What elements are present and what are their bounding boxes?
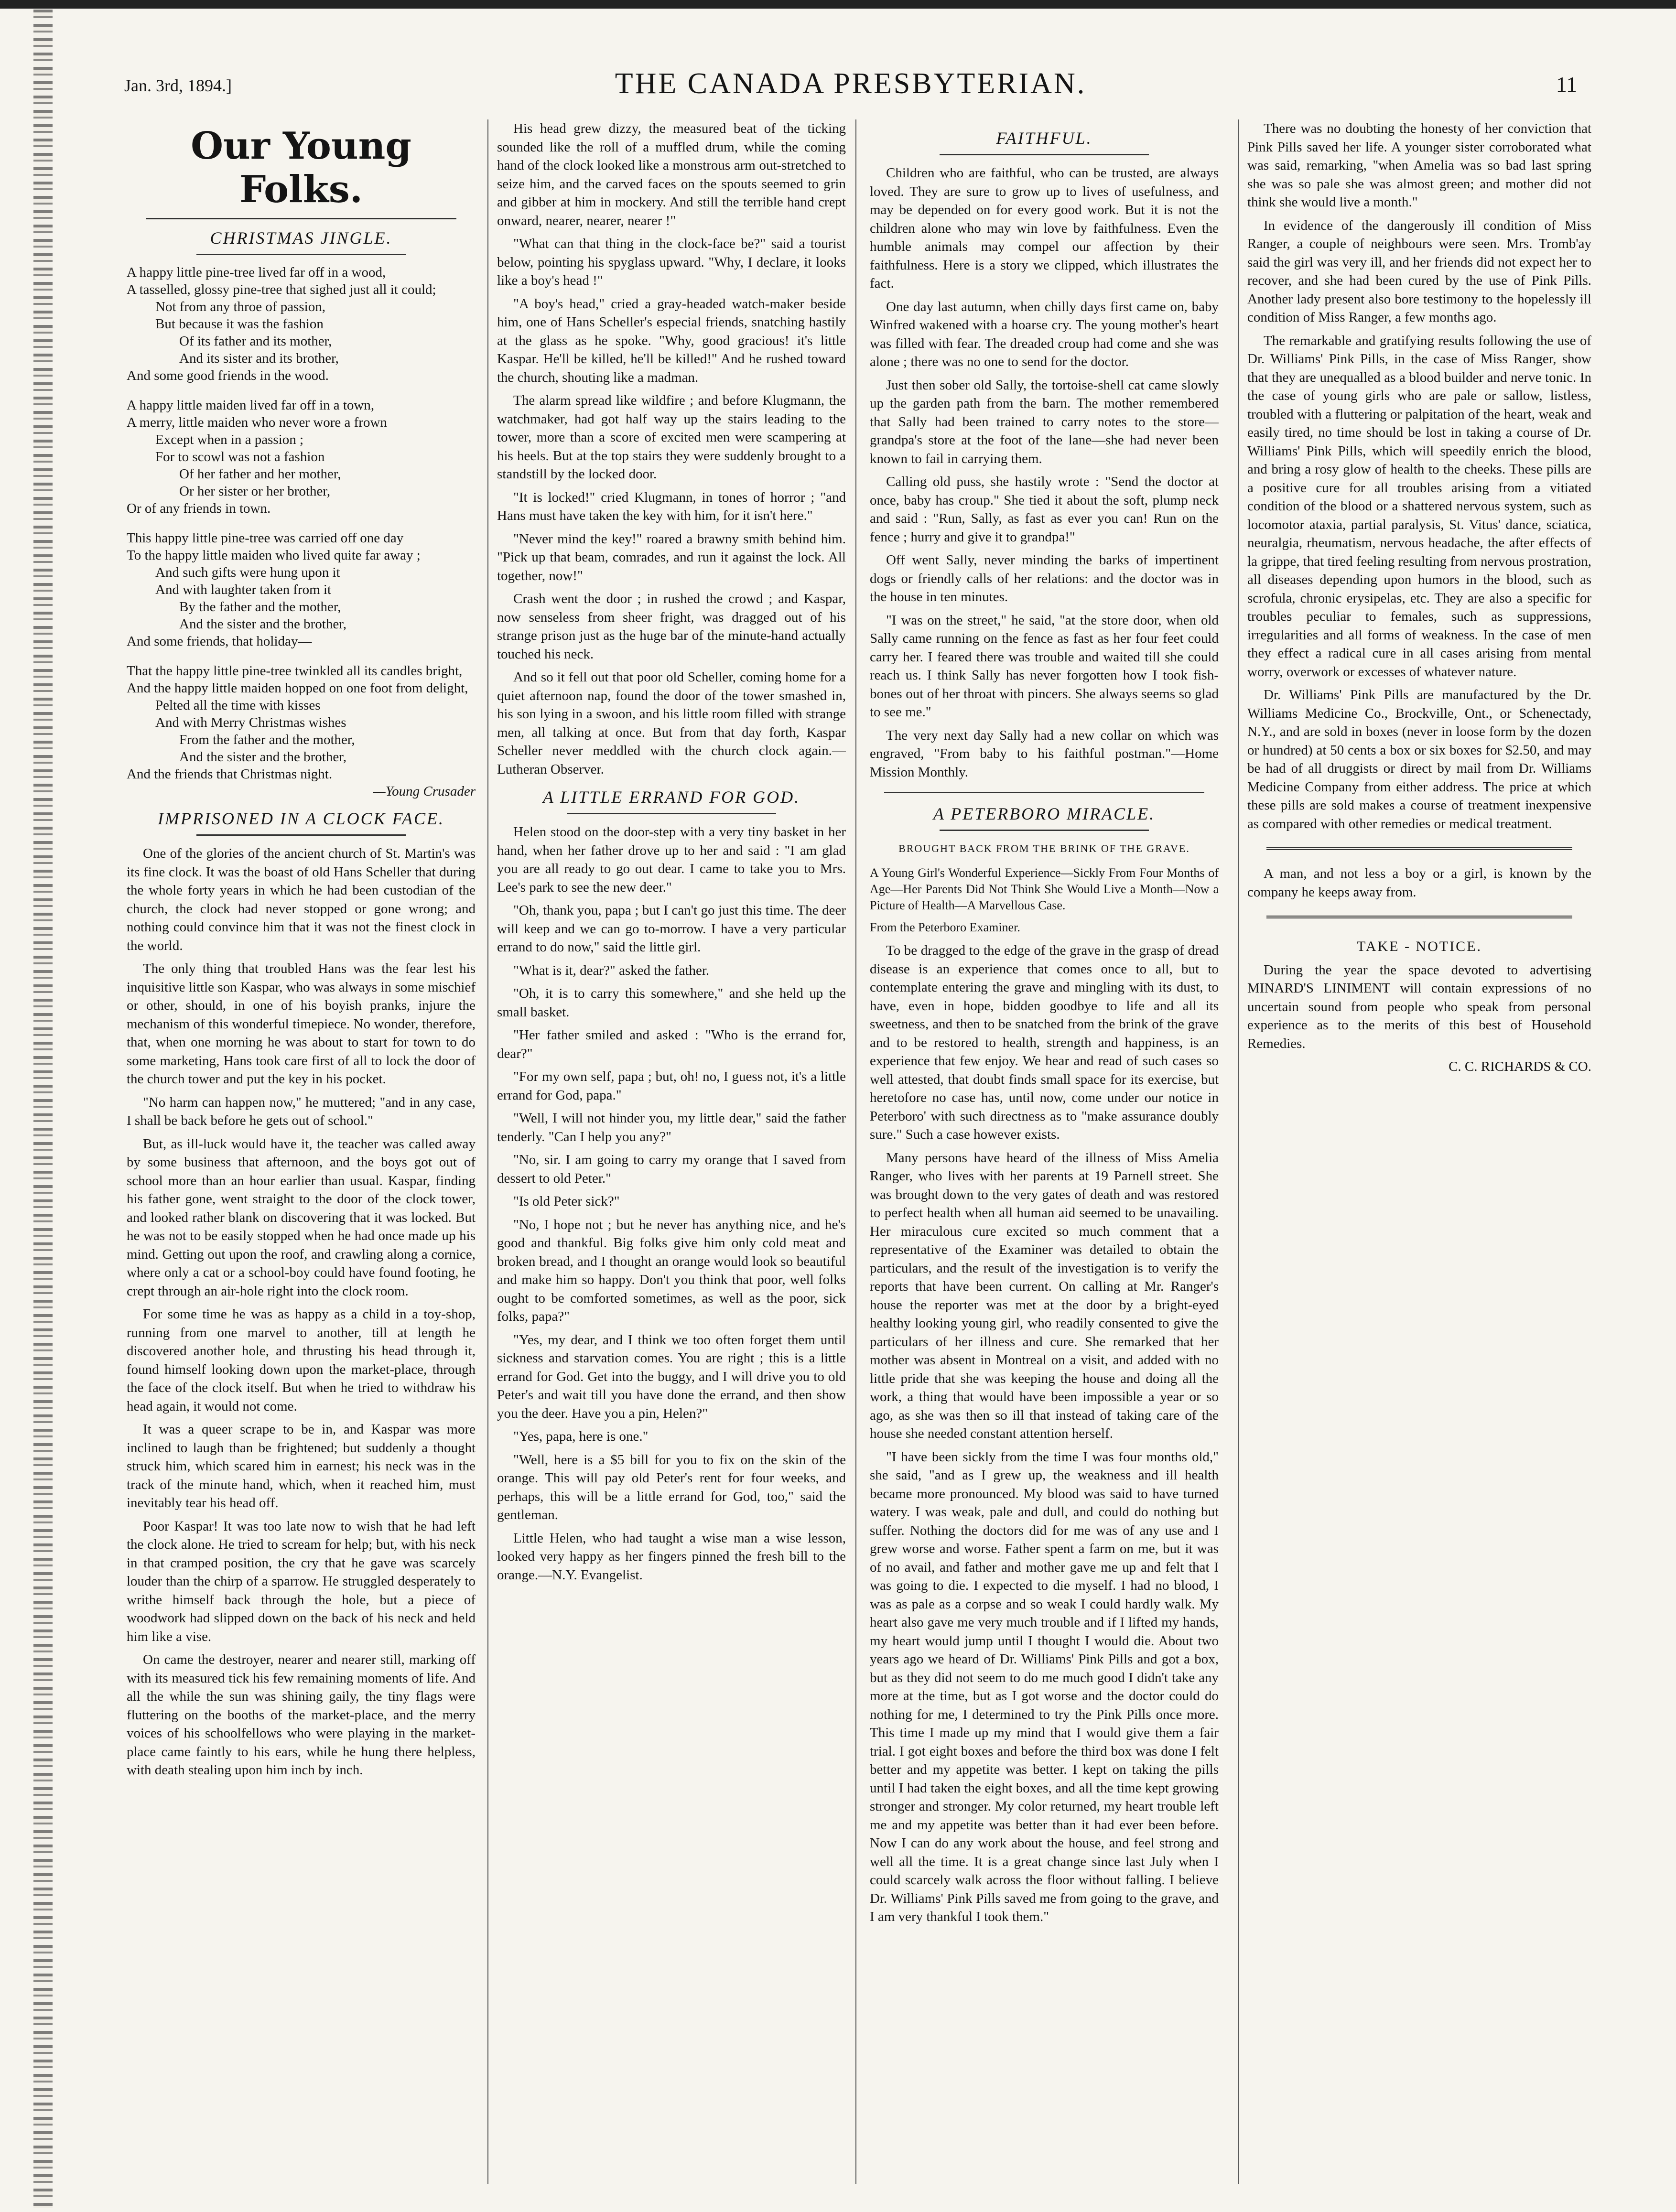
paragraph: The very next day Sally had a new collar on which was engraved, "From baby to his faithful postman."—Home Mission Monthly. — [870, 727, 1219, 780]
paragraph: "Oh, it is to carry this somewhere," and she held up the small basket. — [497, 986, 846, 1020]
divider — [1266, 847, 1572, 850]
paragraph: "Well, here is a $5 bill for you to fix on the skin of the orange. This will pay old Peter's rent for four weeks, and perhaps, this will be a little errand for God, too," said the gentleman. — [497, 1452, 846, 1522]
paragraph: "Is old Peter sick?" — [513, 1194, 620, 1209]
column-3 — [870, 119, 1219, 2184]
page-number: 11 — [1556, 72, 1577, 97]
poem-line: And the friends that Christmas night. — [127, 766, 333, 782]
page-header — [124, 67, 1577, 100]
christmas-jingle-poem — [127, 264, 476, 800]
poem-line: And with laughter taken from it — [155, 582, 332, 597]
paragraph: There was no doubting the honesty of her conviction that Pink Pills saved her life. A younger sister corroborated what was said, remarking, "when Amelia was so bad last spring she was so pale she was almost green; and mother did not think she would live a month." — [1247, 121, 1591, 210]
paragraph: Little Helen, who had taught a wise man a wise lesson, looked very happy as her fingers pinned the fresh bill to the orange.—N.Y. Evangelist. — [497, 1530, 846, 1583]
poem-line: Or of any friends in town. — [127, 501, 271, 516]
story-subheading: BROUGHT BACK FROM THE BRINK OF THE GRAVE. — [898, 842, 1190, 854]
paragraph: For some time he was as happy as a child in a toy-shop, running from one marvel to another, till at length he discovered another hole, and thrusting his head through it, found himself looking down upon the market-place, through the face of the clock itself. But when he tried to withdraw his head again, it would not come. — [127, 1306, 476, 1414]
paragraph: Dr. Williams' Pink Pills are manufactured by the Dr. Williams Medicine Co., Brockville, Ont., or Schenectady, N.Y., and are sold in boxes (never in loose form by the dozen or hundred) at 50 cents a box or six boxes for $2.50, and may be had of all druggists or direct by mail from Dr. Williams Medicine Company from either address. The price at which these pills are sold makes a course of treatment inexpensive as compared with other remedies or medical treatment. — [1247, 687, 1591, 831]
paragraph: "I was on the street," he said, "at the store door, when old Sally came running on the fence as fast as her four feet could carry her. I feared there was trouble and waited till she could reach us. I think Sally has never forgotten how I took fish-bones out of her throat with pincers. She always seems so glad to see me." — [870, 612, 1219, 720]
column-rule — [487, 119, 488, 2184]
paragraph: "No harm can happen now," he muttered; "and in any case, I shall be back before he gets out of school." — [127, 1094, 476, 1128]
paragraph: One of the glories of the ancient church of St. Martin's was its fine clock. It was the boast of old Hans Scheller that during the whole forty years in which he had been custodian of the church, the clock had never stopped or gone wrong; and nothing could convince him that it was not the finest clock in the world. — [127, 846, 476, 953]
paragraph: "Never mind the key!" roared a brawny smith behind him. "Pick up that beam, comrades, and run it against the lock. All together, now!" — [497, 531, 846, 583]
paragraph: On came the destroyer, nearer and nearer still, marking off with its measured tick his few remaining moments of life. And all the while the sun was shining gaily, the tiny flags were fluttering on the booths of the market-place, and the merry voices of his schoolfellows who were playing in the market-place came faintly to his ears, while he hung there helpless, with death stealing upon him inch by inch. — [127, 1652, 476, 1778]
paragraph: "Her father smiled and asked : "Who is the errand for, dear?" — [497, 1027, 846, 1061]
poem-line: Of its father and its mother, — [179, 334, 332, 349]
story-source: From the Peterboro Examiner. — [870, 920, 1020, 934]
poem-line: A happy little pine-tree lived far off in a wood, — [127, 265, 386, 280]
poem-line: And the happy little maiden hopped on one foot from delight, — [127, 680, 468, 696]
paragraph: Off went Sally, never minding the barks of impertinent dogs or friendly calls of her relations: and the doctor was in the house in ten minutes. — [870, 552, 1219, 604]
poem-line: Or her sister or her brother, — [179, 484, 331, 499]
paragraph: Just then sober old Sally, the tortoise-shell cat came slowly up the garden path from the barn. The mother remembered that Sally had been trained to carry notes to the store—grandpa's store at the foot of the lane—she had never been known to fail in carrying them. — [870, 377, 1219, 466]
poem-attribution: —Young Crusader — [373, 784, 476, 799]
paragraph: "It is locked!" cried Klugmann, in tones of horror ; "and Hans must have taken the key with him, for it isn't here." — [497, 489, 846, 523]
poem-line: For to scowl was not a fashion — [155, 449, 325, 464]
poem-line: And the sister and the brother, — [179, 616, 346, 632]
paragraph: Helen stood on the door-step with a very tiny basket in her hand, when her father drove up to her and said : "I am glad you are all ready to go out dear. I came to take you to Mrs. Lee's park to see the new deer." — [497, 824, 846, 895]
poem-line: That the happy little pine-tree twinkled all its candles bright, — [127, 663, 463, 679]
paragraph: The only thing that troubled Hans was the fear lest his inquisitive little son Kaspar, who was always in some mischief or other, should, in one of his boyish pranks, injure the mechanism of this wonderful timepiece. No wonder, therefore, that, when one morning he was about to start for town to do some marketing, Hans took care first of all to lock the door of the church tower and put the key in his pocket. — [127, 961, 476, 1087]
paragraph: To be dragged to the edge of the grave in the grasp of dread disease is an experience that comes once to all, but to contemplate entering the grave and mingling with its dust, to have, even in hope, bidden goodbye to life and all its sweetness, and then to be snatched from the brink of the grave and to be restored to health, strength and happiness, is an experience that few enjoy. We hear and read of such cases so well attested, that doubt finds small space for its exercise, but heretofore no case has, until now, come under our notice in Peterboro' with such directness as to "make assurance doubly sure." Such a case however exists. — [870, 943, 1219, 1142]
paragraph: Many persons have heard of the illness of Miss Amelia Ranger, who lives with her parents at 19 Parnell street. She was brought down to the very gates of death and was restored to perfect health when all human aid seemed to be unavailing. Her miraculous cure excited so much comment that a representative of the Examiner was detailed to obtain the particulars, and the result of the investigation is to verify the reports that have been current. On calling at Mr. Ranger's house the reporter was met at the door by a bright-eyed healthy looking young girl, who readily consented to give the particulars of her illness and cure. She remarked that her mother was absent in Montreal on a visit, and added with no little pride that she was keeping the house and doing all the work, a thing that would have been impossible a year or so ago, as she was then so ill that instead of taking care of the house she needed constant attention herself. — [870, 1150, 1219, 1441]
poem-line: And some good friends in the wood. — [127, 368, 329, 383]
paragraph: "For my own self, papa ; but, oh! no, I guess not, it's a little errand for God, papa." — [497, 1069, 846, 1103]
column-4 — [1247, 119, 1591, 2184]
column-rule — [1238, 119, 1239, 2184]
paragraph: "No, I hope not ; but he never has anything nice, and he's good and thankful. Big folks give him only cold meat and broken bread, and I thought an orange would look so beautiful and make him so happy. Don't you think that poor, well folks ought to be comforted sometimes, as well as the poor, sick folks, papa?" — [497, 1217, 846, 1324]
notice-signature: C. C. RICHARDS & CO. — [1449, 1059, 1591, 1074]
poem-line: And with Merry Christmas wishes — [155, 715, 346, 730]
poem-line: But because it was the fashion — [155, 316, 324, 332]
paragraph: Crash went the door ; in rushed the crowd ; and Kaspar, now senseless from sheer fright, was dragged out of his strange prison just as the huge bar of the minute-hand actually touched his neck. — [497, 591, 846, 662]
poem-line: A tasselled, glossy pine-tree that sighed just all it could; — [127, 282, 436, 297]
paragraph: "Yes, papa, here is one." — [513, 1429, 649, 1444]
notice-text: During the year the space devoted to advertising MINARD'S LINIMENT will contain expressions of no uncertain sound from people who speak from personal experience as to the merits of this best of Household Remedies. — [1247, 962, 1591, 1051]
story-heading: IMPRISONED IN A CLOCK FACE. — [127, 809, 476, 836]
poem-line: A merry, little maiden who never wore a frown — [127, 415, 387, 430]
poem-line: Pelted all the time with kisses — [155, 698, 321, 713]
paragraph: "Well, I will not hinder you, my little dear," said the father tenderly. "Can I help you any?" — [497, 1111, 846, 1144]
paragraph: "I have been sickly from the time I was four months old," she said, "and as I grew up, the weakness and ill health became more pronounced. My blood was said to have turned watery. I was weak, pale and dull, and could do nothing but suffer. Nothing the doctors did for me was of any use and I grew worse and worse. Father spent a farm on me, but it was of no avail, and father and mother gave me up and felt that I was going to die. I expected to die myself. I had no blood, I was as pale as a corpse and so weak I could hardly walk. My heart also gave me very much trouble and if I lifted my hands, my heart would jump until I thought I would die. About two years ago we heard of Dr. Williams' Pink Pills and got a box, but as they did not seem to do me much good I didn't take any more at the time, but as I got worse and the doctor could do nothing for me, I determined to try the Pink Pills once more. This time I made up my mind that I would give them a fair trial. I got eight boxes and before the third box was done I felt better and my appetite was better. I kept on taking the pills until I had taken the eight boxes, and all the time kept growing stronger and stronger. My color returned, my heart trouble left me and my appetite was better than it had ever been before. Now I can do any work about the house, and feel strong and well all the time. It is a great change since last July when I could scarcely walk across the floor without falling. I believe Dr. Williams' Pink Pills saved me from going to the grave, and I am very thankful I took them." — [870, 1449, 1219, 1924]
page-top-edge — [0, 0, 1676, 9]
poem-line: From the father and the mother, — [179, 732, 355, 747]
paragraph: One day last autumn, when chilly days first came on, baby Winfred wakened with a hoarse cry. The young mother's heart was filled with fear. The dreaded croup had come and she was alone ; there was no one to send for the doctor. — [870, 299, 1219, 369]
poem-line: This happy little pine-tree was carried off one day — [127, 530, 404, 546]
divider — [1266, 916, 1572, 918]
column-rule — [855, 119, 856, 2184]
paragraph: His head grew dizzy, the measured beat of the ticking sounded like the roll of a muffled drum, while the coming hand of the clock looked like a monstrous arm out-stretched to seize him, and the carved faces on the spouts seemed to grin and gibber at him in mockery. And still the terrible hand crept onward, nearer, nearer, nearer !" — [497, 121, 846, 228]
poem-line: Of her father and her mother, — [179, 466, 341, 482]
paragraph: And so it fell out that poor old Scheller, coming home for a quiet afternoon nap, found the door of the tower smashed in, his son lying in a swoon, and his little room filled with strange men, all talking at once. But from that day forth, Kaspar Scheller never meddled with the church clock again.—Lutheran Observer. — [497, 669, 846, 777]
poem-line: Except when in a passion ; — [155, 432, 304, 447]
paragraph: "What can that thing in the clock-face be?" said a tourist below, pointing his spyglass upward. "Why, I declare, it looks like a boy's head !" — [497, 236, 846, 288]
section-title: Our Young Folks. — [127, 124, 476, 219]
paragraph: Poor Kaspar! It was too late now to wish that he had left the clock alone. He tried to scream for help; but, with his neck in that cramped position, the cry that he gave was scarcely louder than the chirp of a sparrow. He struggled desperately to writhe himself back through the hole, but a piece of woodwork had slipped down on the back of his neck and held him like a vise. — [127, 1518, 476, 1644]
paragraph: "Oh, thank you, papa ; but I can't go just this time. The deer will keep and we can go to-morrow. I have a very particular errand to do now," said the little girl. — [497, 903, 846, 955]
column-1 — [127, 119, 476, 2184]
story-deck: A Young Girl's Wonderful Experience—Sickly From Four Months of Age—Her Parents Did Not Think She Would Live a Month—Now a Picture of Health—A Marvellous Case. — [870, 865, 1219, 912]
newspaper-title: THE CANADA PRESBYTERIAN. — [615, 67, 1087, 100]
paragraph: "What is it, dear?" asked the father. — [513, 962, 710, 978]
maxim: A man, and not less a boy or a girl, is known by the company he keeps away from. — [1247, 866, 1591, 900]
divider — [884, 792, 1204, 793]
poem-line: A happy little maiden lived far off in a town, — [127, 398, 375, 413]
story-heading: FAITHFUL. — [870, 128, 1219, 155]
paragraph: The remarkable and gratifying results following the use of Dr. Williams' Pink Pills, in the case of Miss Ranger, show that they are unequalled as a blood builder and nerve tonic. In the case of young girls who are pale or sallow, listless, troubled with a fluttering or palpitation of the heart, weak and easily tired, no time should be lost in taking a course of Dr. Williams' Pink Pills, which will speedily enrich the blood, and bring a rosy glow of health to the cheeks. These pills are a positive cure for all troubles arising from a vitiated condition of the blood or a shattered nervous system, such as locomotor ataxia, partial paralysis, St. Vitus' dance, sciatica, neuralgia, rheumatism, nervous headache, the after effects of la grippe, that tired feeling resulting from nervous prostration, all diseases depending upon humors in the blood, such as scrofula, chronic erysipelas, etc. They are also a specific for troubles peculiar to females, such as suppressions, irregularities and all forms of weakness. In the case of men they effect a radical cure in all cases arising from mental worry, overwork or excesses of whatever nature. — [1247, 333, 1591, 680]
poem-line: And such gifts were hung upon it — [155, 565, 340, 580]
paragraph: "Yes, my dear, and I think we too often forget them until sickness and starvation comes. You are right ; this is a little errand for God. Get into the buggy, and I will drive you to old Peter's and wait till you have done the errand, and then show you the deer. Have you a pin, Helen?" — [497, 1332, 846, 1421]
story-heading: A PETERBORO MIRACLE. — [870, 804, 1219, 831]
poem-line: Not from any throe of passion, — [155, 299, 325, 314]
story-heading: A LITTLE ERRAND FOR GOD. — [497, 787, 846, 814]
paragraph: The alarm spread like wildfire ; and before Klugmann, the watchmaker, had got half way up the stairs leading to the tower, more than a score of excited men were scampering at his heels. But at the top stairs they were suddenly brought to a standstill by the locked door. — [497, 393, 846, 482]
issue-date: Jan. 3rd, 1894.] — [124, 76, 232, 95]
paragraph: Children who are faithful, who can be trusted, are always loved. They are sure to grow up to lives of usefulness, and may be depended on for every good work. But it is not the children alone who may win love by faithfulness. Even the humble animals may compel our affection by their faithfulness. Here is a story we clipped, which illustrates the fact. — [870, 165, 1219, 291]
paragraph: It was a queer scrape to be in, and Kaspar was more inclined to laugh than be frightened; but suddenly a thought struck him, which scared him in earnest; his neck was in the track of the minute hand, which, when it reached him, must inevitably tear his head off. — [127, 1422, 476, 1511]
binding-edge — [33, 10, 53, 2208]
poem-line: And some friends, that holiday— — [127, 634, 312, 649]
poem-line: To the happy little maiden who lived quite far away ; — [127, 548, 421, 563]
paragraph: In evidence of the dangerously ill condition of Miss Ranger, a couple of neighbours were seen. Mrs. Tromb'ay said the girl was very ill, and her friends did not expect her to recover, and she had been cured by the use of Pink Pills. Another lady present also bore testimony to the hopelessly ill condition of Miss Ranger, a few months ago. — [1247, 217, 1591, 325]
paragraph: Calling old puss, she hastily wrote : "Send the doctor at once, baby has croup." She tied it about the soft, plump neck and said : "Run, Sally, as fast as ever you can! Run on the fence ; hurry and give it to grandpa!" — [870, 474, 1219, 545]
poem-heading: CHRISTMAS JINGLE. — [127, 228, 476, 255]
poem-line: And its sister and its brother, — [179, 351, 339, 366]
paragraph: "No, sir. I am going to carry my orange that I saved from dessert to old Peter." — [497, 1152, 846, 1186]
poem-line: By the father and the mother, — [179, 599, 341, 615]
paragraph: But, as ill-luck would have it, the teacher was called away by some business that afternoon, and the boys got out of school more than an hour earlier than usual. Kaspar, finding his father gone, went straight to the door of the clock tower, and looked rather blank on discovering that it was locked. But he was not to be easily stopped when he had once made up his mind. Getting out upon the roof, and crawling along a cornice, where only a cat or a school-boy could have found footing, he crept through an air-hole right into the clock room. — [127, 1136, 476, 1299]
notice-title: TAKE - NOTICE. — [1356, 939, 1482, 954]
paragraph: "A boy's head," cried a gray-headed watch-maker beside him, one of Hans Scheller's especial friends, snatching hastily at the glass as he spoke. "Why, good gracious! it's little Kaspar. He'll be killed, he'll be killed!" And he rushed toward the church, shouting like a madman. — [497, 296, 846, 385]
column-2 — [497, 119, 846, 2184]
poem-line: And the sister and the brother, — [179, 749, 346, 765]
